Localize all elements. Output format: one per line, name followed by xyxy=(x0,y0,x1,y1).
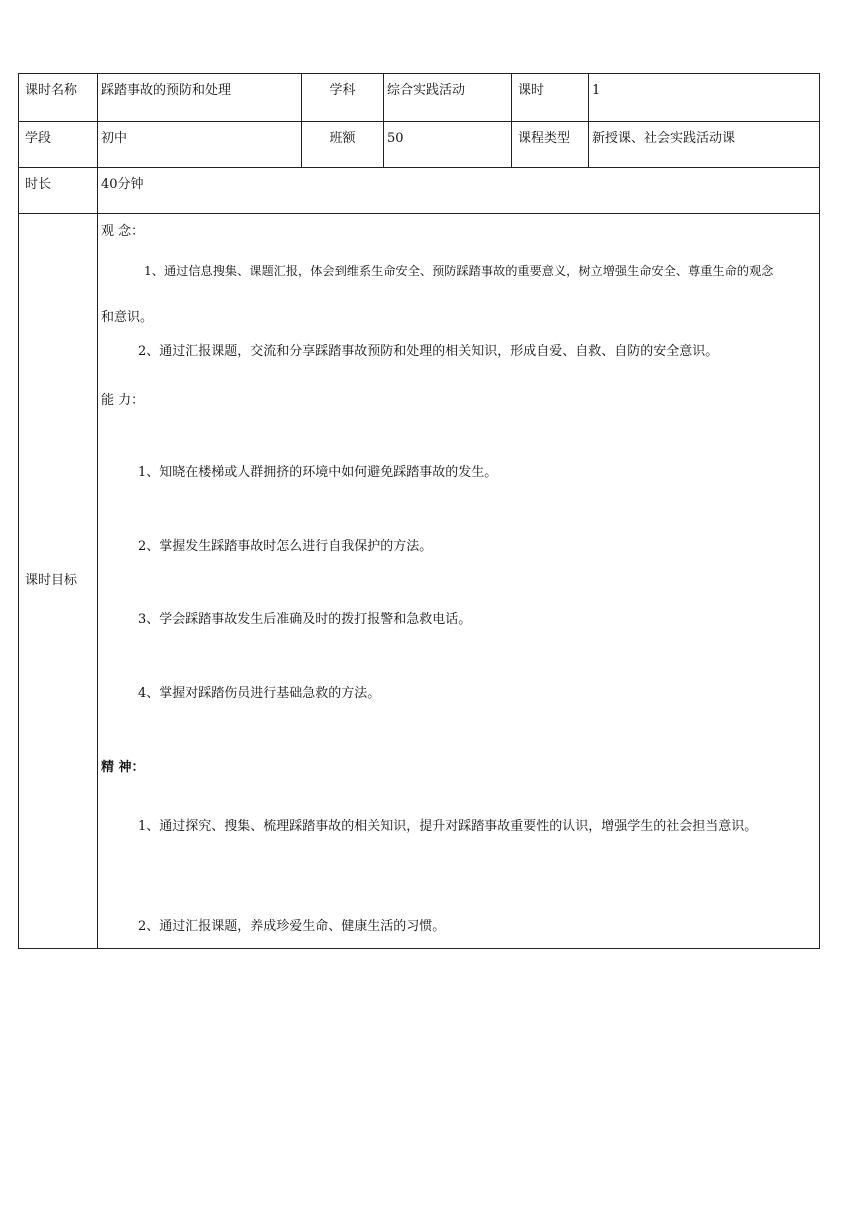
lesson-name-value: 踩踏事故的预防和处理 xyxy=(98,74,302,122)
duration-value: 40分钟 xyxy=(98,168,820,214)
concept-item-2: 2、通过汇报课题，交流和分享踩踏事故预防和处理的相关知识，形成自爱、自救、自防的安全意识。 xyxy=(138,344,719,359)
duration-label: 时长 xyxy=(19,168,98,214)
concept-item-1-line-2: 和意识。 xyxy=(101,310,154,325)
concept-item-1-line-1: 1、通过信息搜集、课题汇报，体会到维系生命安全、预防踩踏事故的重要意义，树立增强生命安全、尊重生命的观念 xyxy=(144,264,774,278)
goals-label: 课时目标 xyxy=(19,214,98,949)
table-row xyxy=(19,74,820,122)
lesson-info-table xyxy=(18,73,820,949)
ability-heading: 能 力： xyxy=(101,393,145,408)
table-row xyxy=(19,168,820,214)
goals-content xyxy=(98,214,820,949)
ability-item-4: 4、掌握对踩踏伤员进行基础急救的方法。 xyxy=(138,686,381,701)
spirit-item-1: 1、通过探究、搜集、梳理踩踏事故的相关知识，提升对踩踏事故重要性的认识，增强学生的社会担当意识。 xyxy=(138,819,758,834)
spirit-heading: 精 神： xyxy=(101,760,145,775)
stage-value: 初中 xyxy=(98,122,302,168)
course-type-label: 课程类型 xyxy=(512,122,589,168)
stage-label: 学段 xyxy=(19,122,98,168)
course-type-value: 新授课、社会实践活动课 xyxy=(589,122,820,168)
spirit-item-2: 2、通过汇报课题，养成珍爱生命、健康生活的习惯。 xyxy=(138,919,446,934)
table-row xyxy=(19,214,820,949)
class-size-value: 50 xyxy=(384,122,512,168)
period-label: 课时 xyxy=(512,74,589,122)
lesson-name-label: 课时名称 xyxy=(19,74,98,122)
ability-item-3: 3、学会踩踏事故发生后准确及时的拨打报警和急救电话。 xyxy=(138,612,472,627)
subject-label: 学科 xyxy=(302,74,384,122)
class-size-label: 班额 xyxy=(302,122,384,168)
table-row xyxy=(19,122,820,168)
period-value: 1 xyxy=(589,74,820,122)
subject-value: 综合实践活动 xyxy=(384,74,512,122)
ability-item-1: 1、知晓在楼梯或人群拥挤的环境中如何避免踩踏事故的发生。 xyxy=(138,465,498,480)
ability-item-2: 2、掌握发生踩踏事故时怎么进行自我保护的方法。 xyxy=(138,539,433,554)
concept-heading: 观 念： xyxy=(101,224,145,239)
